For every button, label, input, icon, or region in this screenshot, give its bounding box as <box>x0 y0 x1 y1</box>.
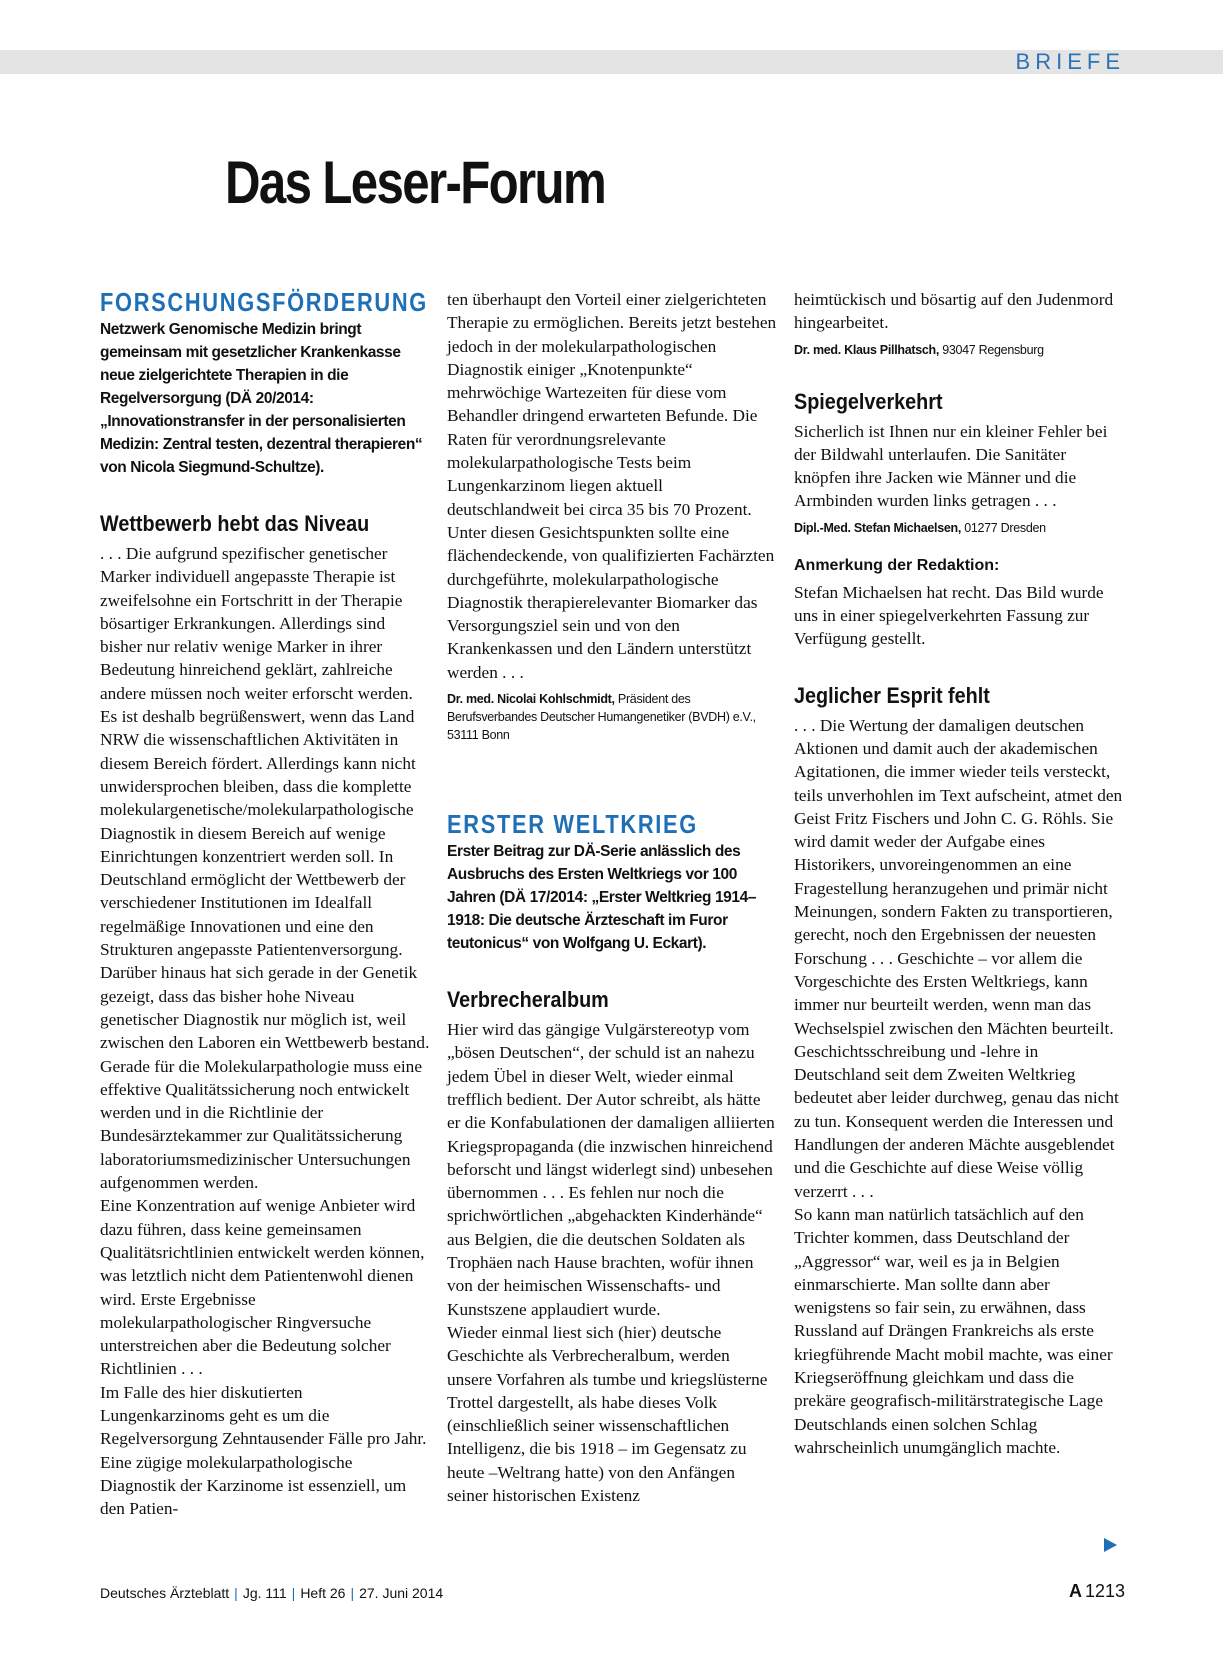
signature-name: Dipl.-Med. Stefan Michaelsen, <box>794 520 962 535</box>
signature-location: 93047 Regensburg <box>939 342 1044 357</box>
signature-name: Dr. med. Klaus Pillhatsch, <box>794 342 940 357</box>
editor-note-heading: Anmerkung der Redaktion: <box>794 556 1000 574</box>
editor-note-body: Stefan Michaelsen hat recht. Das Bild wurde uns in einer spiegelverkehrten Fassung zur Verfügung gestellt. <box>794 582 1104 649</box>
column-2 <box>447 288 777 1507</box>
letter-headline: Spiegelverkehrt <box>794 388 943 414</box>
letter-body-continued: heimtückisch und bösartig auf den Judenmord hingearbeitet. <box>794 290 1114 333</box>
signature-location: 01277 Dresden <box>961 520 1046 535</box>
page-prefix: A <box>1068 1581 1082 1601</box>
continue-arrow-icon <box>1104 1538 1117 1552</box>
letter-signature <box>794 341 1124 359</box>
page-number-value: 1213 <box>1084 1581 1125 1601</box>
letter-body-continued: ten überhaupt den Vorteil einer zielgerichteten Therapie zu ermöglichen. Bereits jetzt bestehen jedoch in der molekularpathologischen Diagnostik einiger „Knotenpunkte“ mehrwöchige Wartezeiten für diese vom Behandler dringend erwarteten Befunde. Die Raten für verordnungsrelevante molekularpathologische Tests beim Lungenkarzinom liegen aktuell deutschlandweit bei circa 35 bis 70 Prozent. Unter diesen Gesichtspunkten sollte eine flächendeckende, von qualifizierten Fachärzten durchgeführte, molekularpathologische Diagnostik therapierelevanter Biomarker das Versorgungsziel sein und von den Krankenkassen und den Ländern unterstützt werden . . . <box>447 290 777 682</box>
page-number <box>1069 1578 1125 1604</box>
volume: Jg. 111 <box>242 1585 287 1601</box>
issue: Heft 26 <box>300 1585 346 1601</box>
lead-text: Erster Beitrag zur DÄ-Serie anlässlich des Ausbruchs des Ersten Weltkriegs vor 100 Jahren (DÄ 17/2014: „Erster Weltkrieg 1914–1918: Die deutsche Ärzteschaft im Furor teutonicus“ von Wolfgang U. Eckart). <box>447 843 757 953</box>
section-label: BRIEFE <box>1015 49 1125 74</box>
issue-date: 27. Juni 2014 <box>359 1585 444 1601</box>
letter-signature <box>447 690 777 744</box>
kicker-forschungsfoerderung: FORSCHUNGSFÖRDERUNG <box>100 287 428 317</box>
page-title: Das Leser-Forum <box>225 149 606 216</box>
signature-affiliation: Präsident des Berufsverbandes Deutscher Humangenetiker (BVDH) e.V., 53111 Bonn <box>447 692 756 743</box>
column-1 <box>100 288 430 1520</box>
letter-headline: Wettbewerb hebt das Niveau <box>100 511 370 536</box>
lead-text: Netzwerk Genomische Medizin bringt gemeinsam mit gesetzlicher Krankenkasse neue zielgerichtete Therapien in die Regelversorgung (DÄ 20/2014: „Innovationstransfer in der personalisierten Medizin: Zentral testen, dezentral therapieren“ von Nicola Siegmund-Schultze). <box>100 321 423 476</box>
letter-signature <box>794 519 1124 537</box>
column-3 <box>794 288 1124 1459</box>
letter-headline: Jeglicher Esprit fehlt <box>794 682 990 708</box>
journal-name: Deutsches Ärzteblatt <box>100 1585 230 1601</box>
letter-body: Sicherlich ist Ihnen nur ein kleiner Fehler bei der Bildwahl unterlaufen. Die Sanitäter knöpfen ihre Jacken wie Männer und die Armbinden wurden links getragen . . . <box>794 421 1108 511</box>
letter-body: . . . Die Wertung der damaligen deutschen Aktionen und damit auch der akademischen Agitationen, die immer wieder teils versteckt, teils unverhohlen im Text aufscheint, atmet den Geist Fritz Fischers und John C. G. Röhls. Sie wird damit weder der Aufgabe eines Historikers, unvoreingenommen an eine Fragestellung heranzugehen und primär nicht Meinungen, sondern Fakten zu transportieren, gerecht, noch den Ergebnissen der neuesten Forschung . . . Geschichte – vor allem die Vorgeschichte des Ersten Weltkriegs, kann immer nur beurteilt werden, wenn man das Wechselspiel zwischen den Mächten beurteilt. Geschichtsschreibung und -lehre in Deutschland seit dem Zweiten Weltkrieg bedeutet aber leider durchweg, genau das nicht zu tun. Konsequent werden die Interessen und Handlungen der anderen Mächte ausgeblendet und die Geschichte auf diese Weise völlig verzerrt . . . So kann man natürlich tatsächlich auf den Trichter kommen, dass Deutschland der „Aggressor“ war, weil es ja in Belgien einmarschierte. Man sollte dann aber wenigstens so fair sein, zu erwähnen, dass Russland auf Drängen Frankreichs als erste kriegführende Macht mobil machte, was einer Kriegseröffnung gleichkam und dass die prekäre geografisch-militärstrategische Lage Deutschlands einen solchen Schlag wahrscheinlich unumgänglich machte. <box>794 715 1123 1457</box>
signature-name: Dr. med. Nicolai Kohlschmidt, <box>447 692 615 707</box>
letter-headline: Verbrecheralbum <box>447 987 609 1013</box>
footer-citation: Deutsches Ärzteblatt | Jg. 111 | Heft 26 | 27. Juni 2014 <box>100 1585 444 1601</box>
letter-body: . . . Die aufgrund spezifischer genetischer Marker individuell angepasste Therapie ist zweifelsohne ein Fortschritt in der Therapie bösartiger Erkrankungen. Allerdings sind bisher nur relativ wenige Marker in ihrer Bedeutung hinreichend geklärt, zahlreiche andere müssen noch weiter erforscht werden. Es ist deshalb begrüßenswert, wenn das Land NRW die wissenschaftlichen Aktivitäten in diesem Bereich fördert. Allerdings kann nicht unwidersprochen bleiben, dass die komplette molekulargenetische/molekularpathologische Diagnostik in diesem Bereich auf wenige Einrichtungen konzentriert werden soll. In Deutschland ermöglicht der Wettbewerb der verschiedener Institutionen im Idealfall regelmäßige Innovationen und eine den Strukturen angepasste Patientenversorgung. Darüber hinaus hat sich gerade in der Genetik gezeigt, dass das bisher hohe Niveau genetischer Diagnostik nur möglich ist, weil zwischen den Laboren ein Wettbewerb bestand. Gerade für die Molekularpathologie muss eine effektive Qualitätssicherung noch entwickelt werden und in die Richtlinie der Bundesärztekammer zur Qualitätssicherung laboratoriumsmedizinischer Untersuchungen aufgenommen werden. Eine Konzentration auf wenige Anbieter wird dazu führen, dass keine gemeinsamen Qualitätsrichtlinien entwickelt werden können, was letztlich nicht dem Patientenwohl dienen wird. Erste Ergebnisse molekularpathologischer Ringversuche unterstreichen aber die Bedeutung solcher Richtlinien . . . Im Falle des hier diskutierten Lungenkarzinoms geht es um die Regelversorgung Zehntausender Fälle pro Jahr. Eine zügige molekularpathologische Diagnostik der Karzinome ist essenziell, um den Patien- <box>100 544 430 1519</box>
kicker-erster-weltkrieg: ERSTER WELTKRIEG <box>447 809 698 840</box>
letter-body: Hier wird das gängige Vulgärstereotyp vom „bösen Deutschen“, der schuld ist an nahezu jedem Übel in dieser Welt, wieder einmal trefflich bedient. Der Autor schreibt, als hätte er die Konfabulationen der damaligen alliierten Kriegspropaganda (die inzwischen hinreichend beforscht und längst widerlegt sind) unbesehen übernommen . . . Es fehlen nur noch die sprichwörtlichen „abgehackten Kinderhände“ aus Belgien, die die deutschen Soldaten als Trophäen nach Hause brachten, wofür ihnen von der heimischen Wissenschafts- und Kunstszene applaudiert wurde. Wieder einmal liest sich (hier) deutsche Geschichte als Verbrecheralbum, werden unsere Vorfahren als tumbe und kriegslüsterne Trottel dargestellt, als habe dieses Volk (einschließlich seiner wissenschaftlichen Intelligenz, die bis 1918 – im Gegensatz zu heute –Weltrang hatte) von den Anfängen seiner historischen Existenz <box>447 1020 775 1505</box>
